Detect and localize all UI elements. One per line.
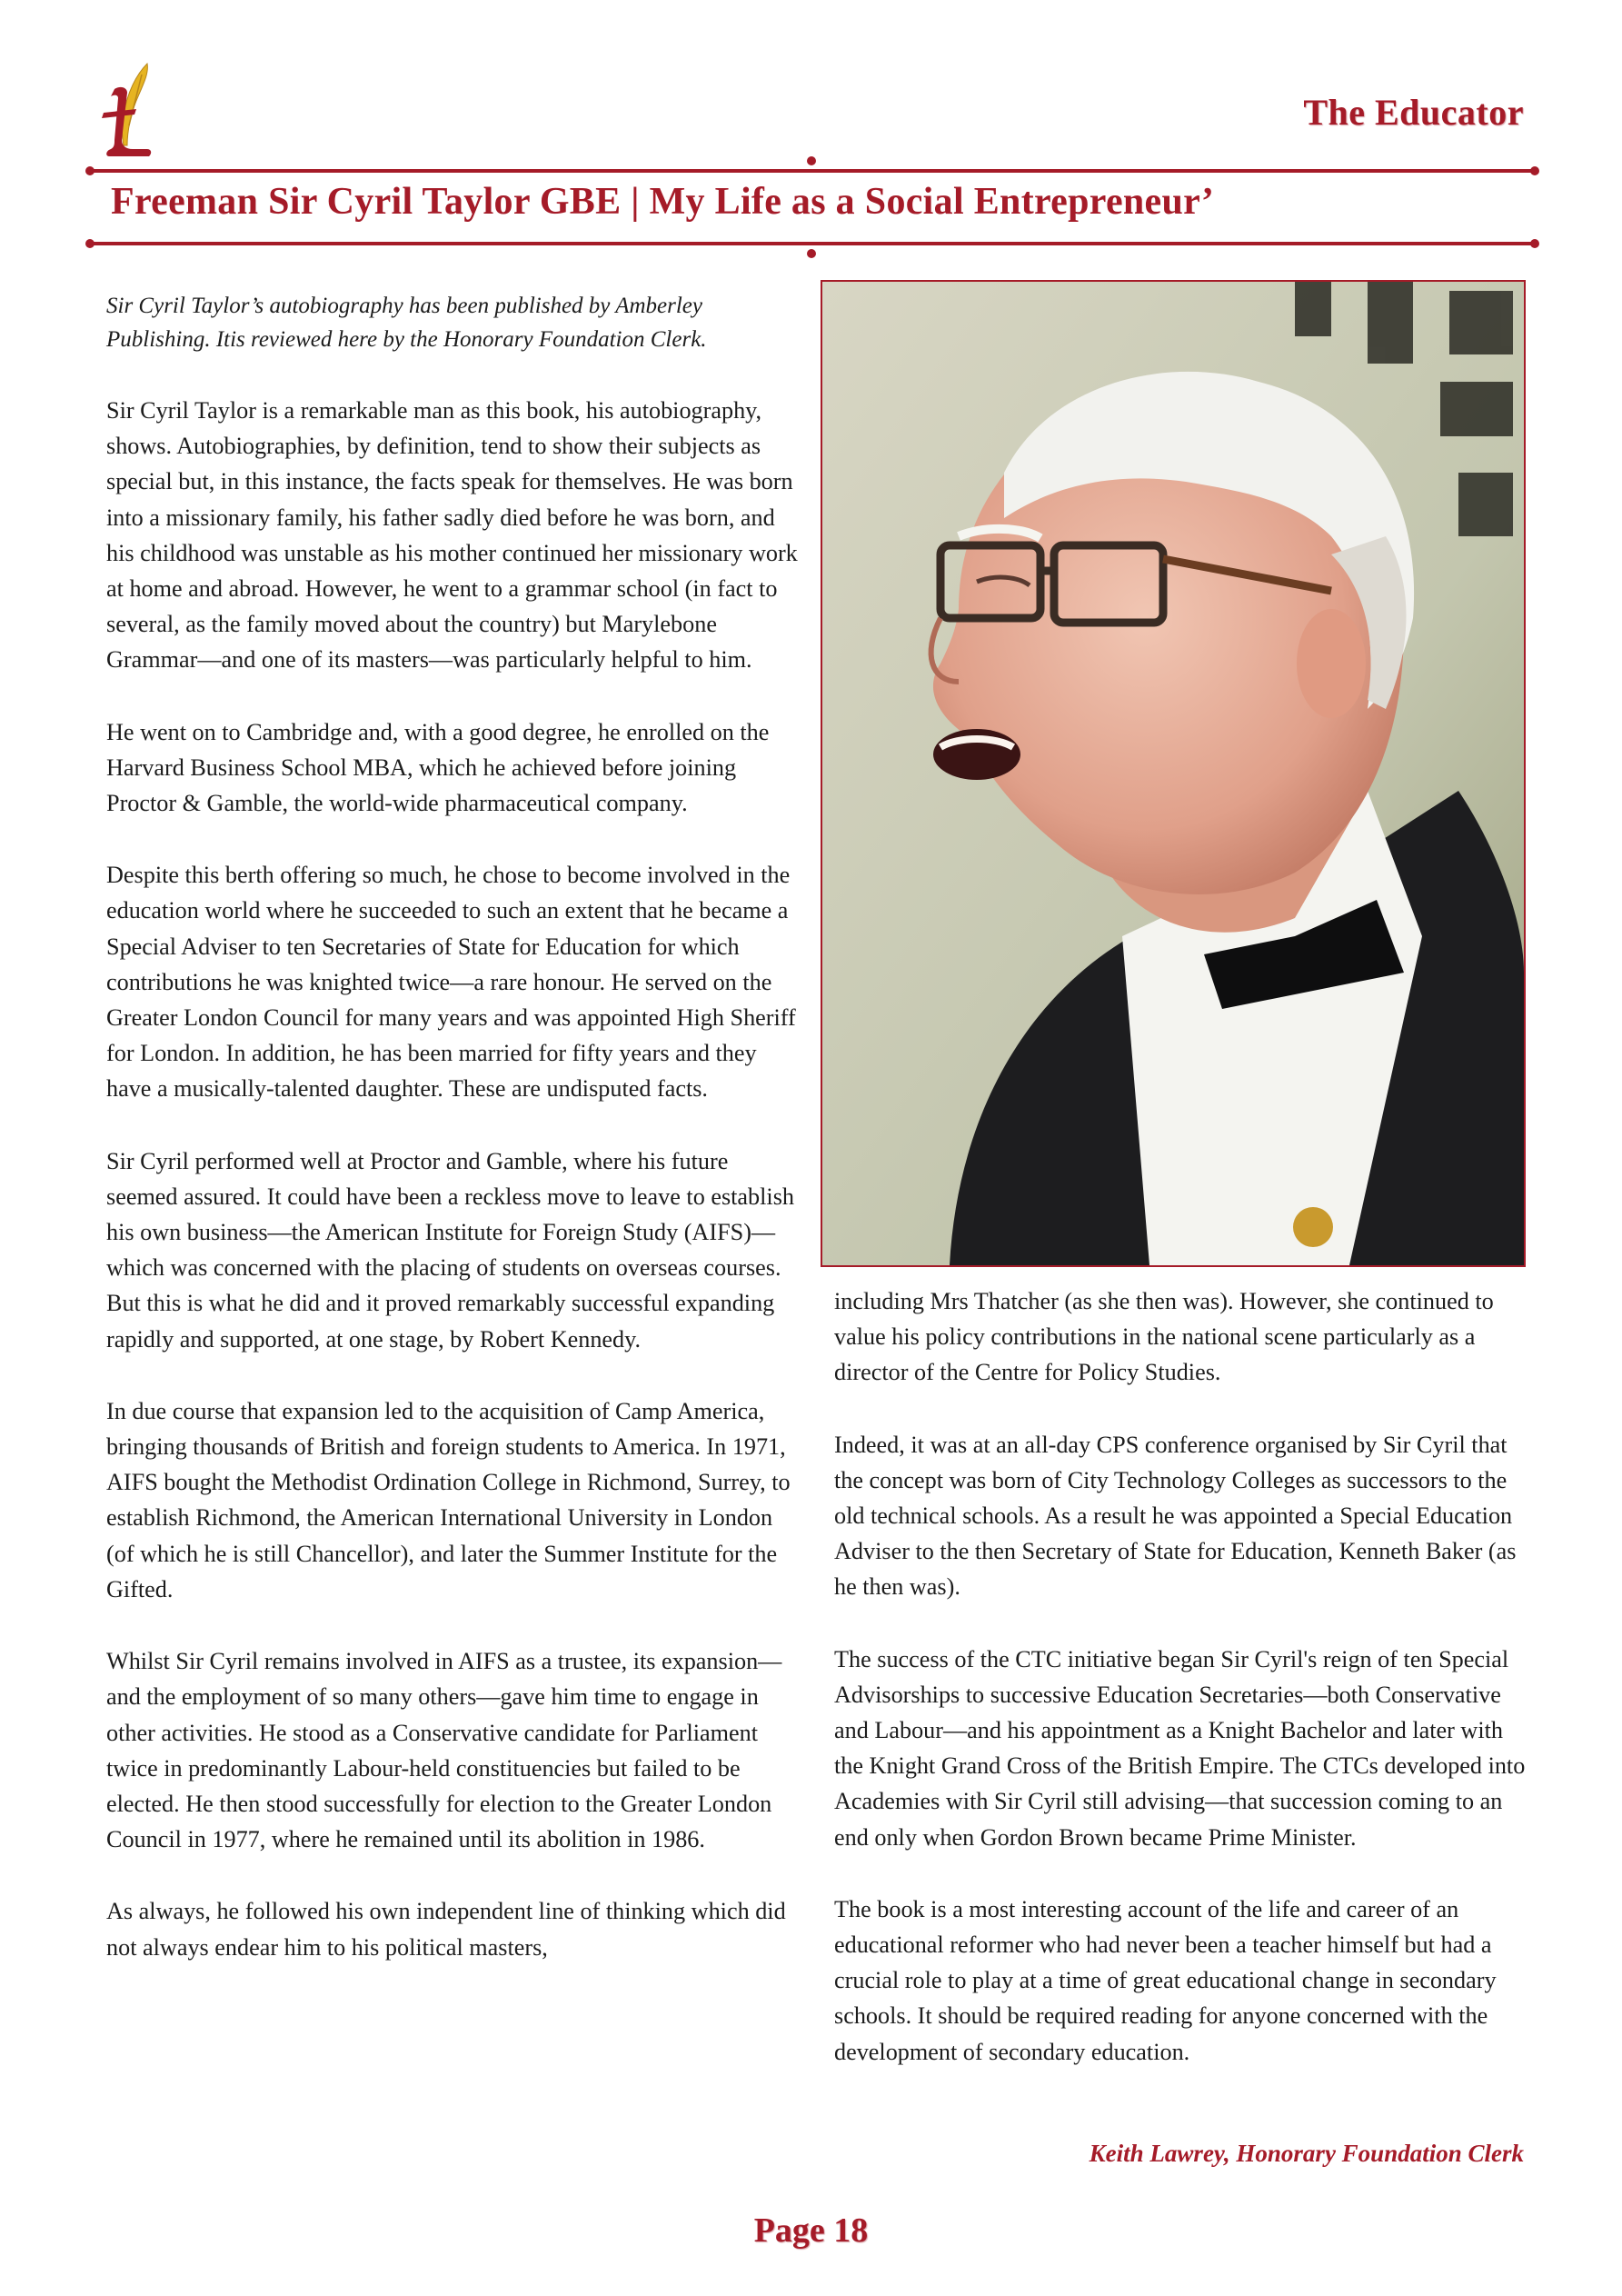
body-paragraph: Whilst Sir Cyril remains involved in AIFS as a trustee, its expansion—and the employment of so many others—gave him time to engage in other activities. He stood as a Conservative candidate for Parliament twice in predominantly Labour-held constituencies but failed to be elected. He then stood successfully for election to the Greater London Council in 1977, where he remained until its abolition in 1986. [106,1648,782,1853]
right-column [834,1283,1534,2070]
body-paragraph: Indeed, it was at an all-day CPS conference organised by Sir Cyril that the concept was born of City Technology Colleges as successors to the old technical schools. As a result he was appointed a Special Education Adviser to the then Secretary of State for Education, Kenneth Baker (as he then was). [834,1431,1517,1601]
rule-ornament [807,156,816,165]
body-paragraph: Sir Cyril performed well at Proctor and Gamble, where his future seemed assured. It could have been a reckless move to leave to establish his own business—the American Institute for Foreign Study (AIFS)—which was concerned with the placing of students on overseas courses. But this is what he did and it proved remarkably successful expanding rapidly and supported, at one stage, by Robert Kennedy. [106,1147,794,1353]
body-paragraph: As always, he followed his own independent line of thinking which did not always endear him to his political masters, [106,1898,786,1961]
rule-ornament [1530,166,1539,175]
body-paragraph: In due course that expansion led to the acquisition of Camp America, bringing thousands of British and foreign students to America. In 1971, AIFS bought the Methodist Ordination College in Richmond, Surrey, to establish Richmond, the American International University in London (of which he is still Chancellor), and later the Summer Institute for the Gifted. [106,1397,791,1602]
rule-ornament [1530,239,1539,248]
body-paragraph: The book is a most interesting account of the life and career of an educational reformer who had never been a teacher himself but had a crucial role to play at a time of great educational change in secondary schools. It should be required reading for anyone concerned with the development of secondary education. [834,1895,1497,2065]
left-column [106,289,801,1965]
author-signature: Keith Lawrey, Honorary Foundation Clerk [1089,2140,1524,2167]
portrait-illustration [822,282,1524,1265]
rule-ornament [85,239,95,248]
page-number: Page 18 [753,2211,869,2250]
quill-letter-l-logo-icon [100,62,156,164]
portrait-photo [821,280,1526,1267]
article-title: Freeman Sir Cyril Taylor GBE | My Life as a Social Entrepreneur’ [111,181,1215,223]
intro-paragraph: Sir Cyril Taylor’s autobiography has been published by Amberley Publishing. Itis reviewed here by the Honorary Foundation Clerk. [106,294,707,352]
body-paragraph: He went on to Cambridge and, with a good degree, he enrolled on the Harvard Business School MBA, which he achieved before joining Proctor & Gamble, the world-wide pharmaceutical company. [106,718,770,817]
header-rule-top [89,169,1536,173]
body-paragraph: including Mrs Thatcher (as she then was). However, she continued to value his policy contributions in the national scene particularly as a director of the Centre for Policy Studies. [834,1288,1494,1386]
rule-ornament [85,166,95,175]
body-paragraph: The success of the CTC initiative began Sir Cyril's reign of ten Special Advisorships to successive Education Secretaries—both Conservative and Labour—and his appointment as a Knight Bachelor and later with the Knight Grand Cross of the British Empire. The CTCs developed into Academies with Sir Cyril still advising—that succession coming to an end only when Gordon Brown became Prime Minister. [834,1645,1526,1851]
body-paragraph: Despite this berth offering so much, he chose to become involved in the education world where he succeeded to such an extent that he became a Special Adviser to ten Secretaries of State for Education for which contributions he was knighted twice—a rare honour. He served on the Greater London Council for many years and was appointed High Sheriff for London. In addition, he has been married for fifty years and they have a musically-talented daughter. These are undisputed facts. [106,862,796,1103]
rule-ornament [807,249,816,258]
header-rule-bottom [89,242,1536,245]
body-paragraph: Sir Cyril Taylor is a remarkable man as this book, his autobiography, shows. Autobiographies, by definition, tend to show their subjects as special but, in this instance, the facts speak for themselves. He was born into a missionary family, his father sadly died before he was born, and his childhood was unstable as his mother continued her missionary work at home and abroad. However, he went to a grammar school (in fact to several, as the family moved about the country) but Marylebone Grammar—and one of its masters—was particularly helpful to him. [106,397,798,674]
magazine-title: The Educator [1303,92,1524,133]
